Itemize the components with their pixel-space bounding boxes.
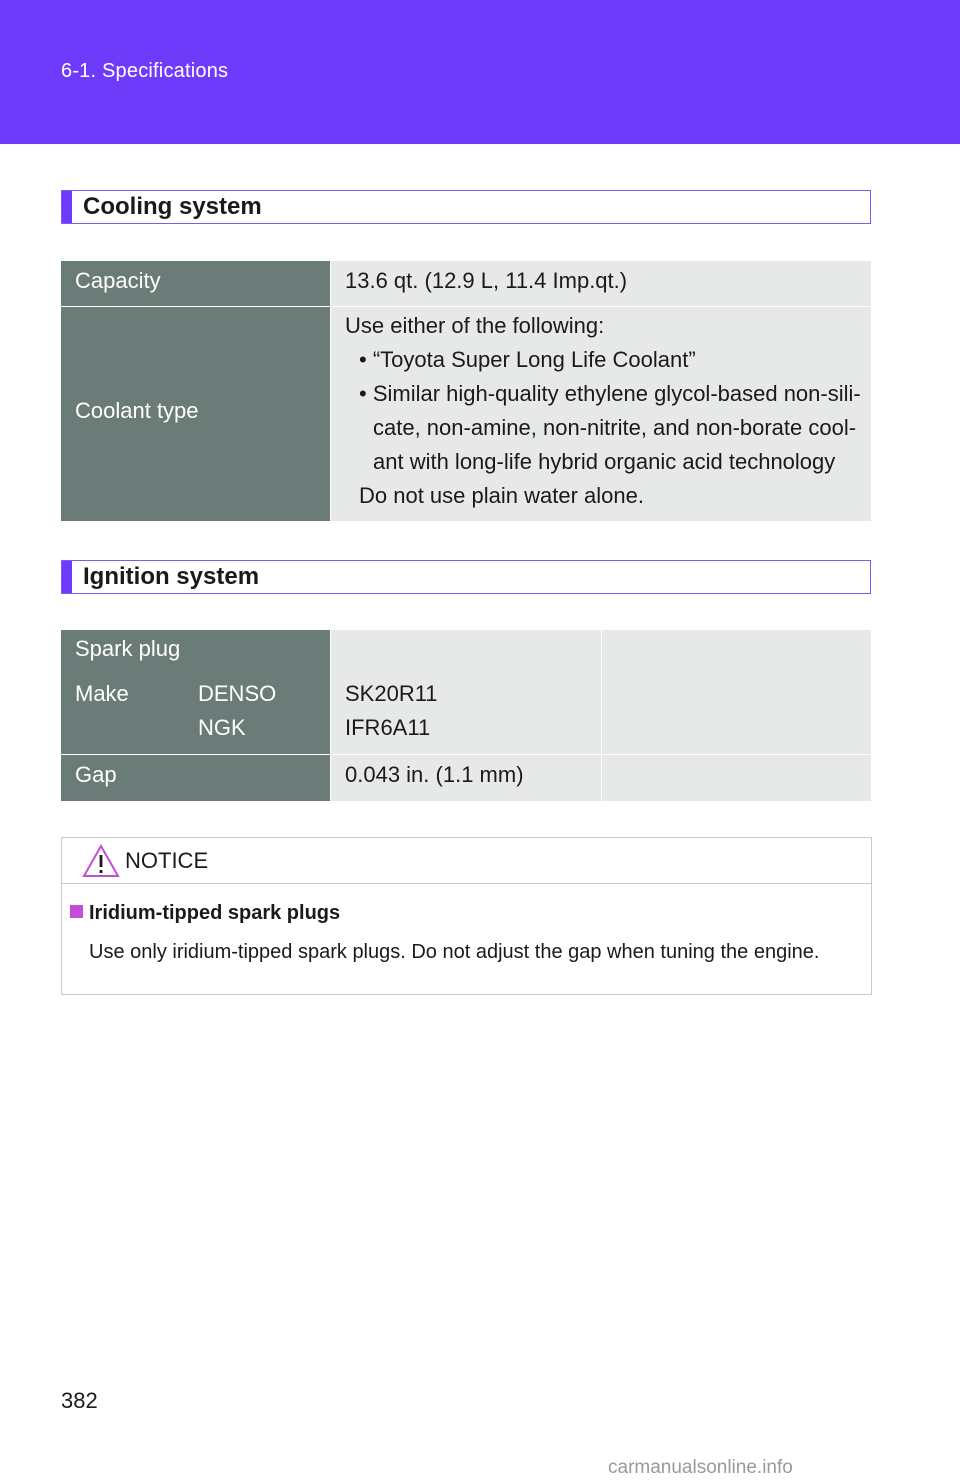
table-row — [61, 630, 871, 754]
table-row — [61, 307, 871, 521]
notice-title: NOTICE — [125, 848, 209, 873]
coolant-type-label: Coolant type — [75, 398, 199, 423]
coolant-line: • Similar high-quality ethylene glycol-based non-sili- — [359, 381, 861, 406]
empty-cell — [602, 755, 871, 801]
warning-triangle-icon — [82, 844, 120, 878]
gap-label: Gap — [75, 762, 117, 787]
heading-accent-bar — [62, 561, 72, 593]
ignition-system-heading — [61, 560, 871, 594]
gap-label-cell — [61, 755, 330, 801]
capacity-value-cell — [331, 261, 871, 306]
square-bullet-icon — [70, 905, 83, 918]
watermark: carmanualsonline.info — [608, 1457, 793, 1478]
make-label: Make — [75, 681, 129, 706]
coolant-line: • “Toyota Super Long Life Coolant” — [359, 347, 696, 372]
coolant-value-cell — [331, 307, 871, 521]
table-row — [61, 755, 871, 801]
spark-plug-label: Spark plug — [75, 636, 181, 661]
coolant-line: Use either of the following: — [345, 313, 605, 338]
gap-value-cell — [331, 755, 601, 801]
table-row — [61, 261, 871, 306]
empty-cell — [602, 630, 871, 754]
page-number: 382 — [61, 1388, 98, 1413]
capacity-label-cell — [61, 261, 330, 306]
ignition-system-title: Ignition system — [83, 563, 260, 590]
model-denso: SK20R11 — [345, 681, 438, 706]
coolant-line: cate, non-amine, non-nitrite, and non-borate cool- — [373, 415, 857, 440]
make-ngk: NGK — [198, 715, 246, 740]
coolant-line: Do not use plain water alone. — [359, 483, 644, 508]
model-ngk: IFR6A11 — [345, 715, 431, 740]
section-title: 6-1. Specifications — [61, 60, 229, 82]
capacity-value: 13.6 qt. (12.9 L, 11.4 Imp.qt.) — [345, 268, 628, 293]
heading-accent-bar — [62, 191, 72, 223]
cooling-spec-table — [61, 261, 871, 521]
notice-subheading-text: Iridium-tipped spark plugs — [89, 902, 341, 924]
notice-subheading — [70, 902, 340, 925]
coolant-line: ant with long-life hybrid organic acid technology — [373, 449, 836, 474]
capacity-label: Capacity — [75, 268, 161, 293]
spark-plug-model-cell — [331, 630, 601, 754]
ignition-spec-table — [61, 630, 871, 801]
gap-value: 0.043 in. (1.1 mm) — [345, 762, 524, 787]
notice-header — [62, 838, 871, 884]
notice-body: Use only iridium-tipped spark plugs. Do not adjust the gap when tuning the engine. — [89, 941, 820, 963]
spark-plug-label-cell — [61, 630, 330, 754]
cooling-system-heading — [61, 190, 871, 224]
page-header — [0, 0, 960, 144]
coolant-label-cell — [61, 307, 330, 521]
make-denso: DENSO — [198, 681, 277, 706]
cooling-system-title: Cooling system — [83, 193, 262, 220]
notice-box — [61, 837, 872, 995]
